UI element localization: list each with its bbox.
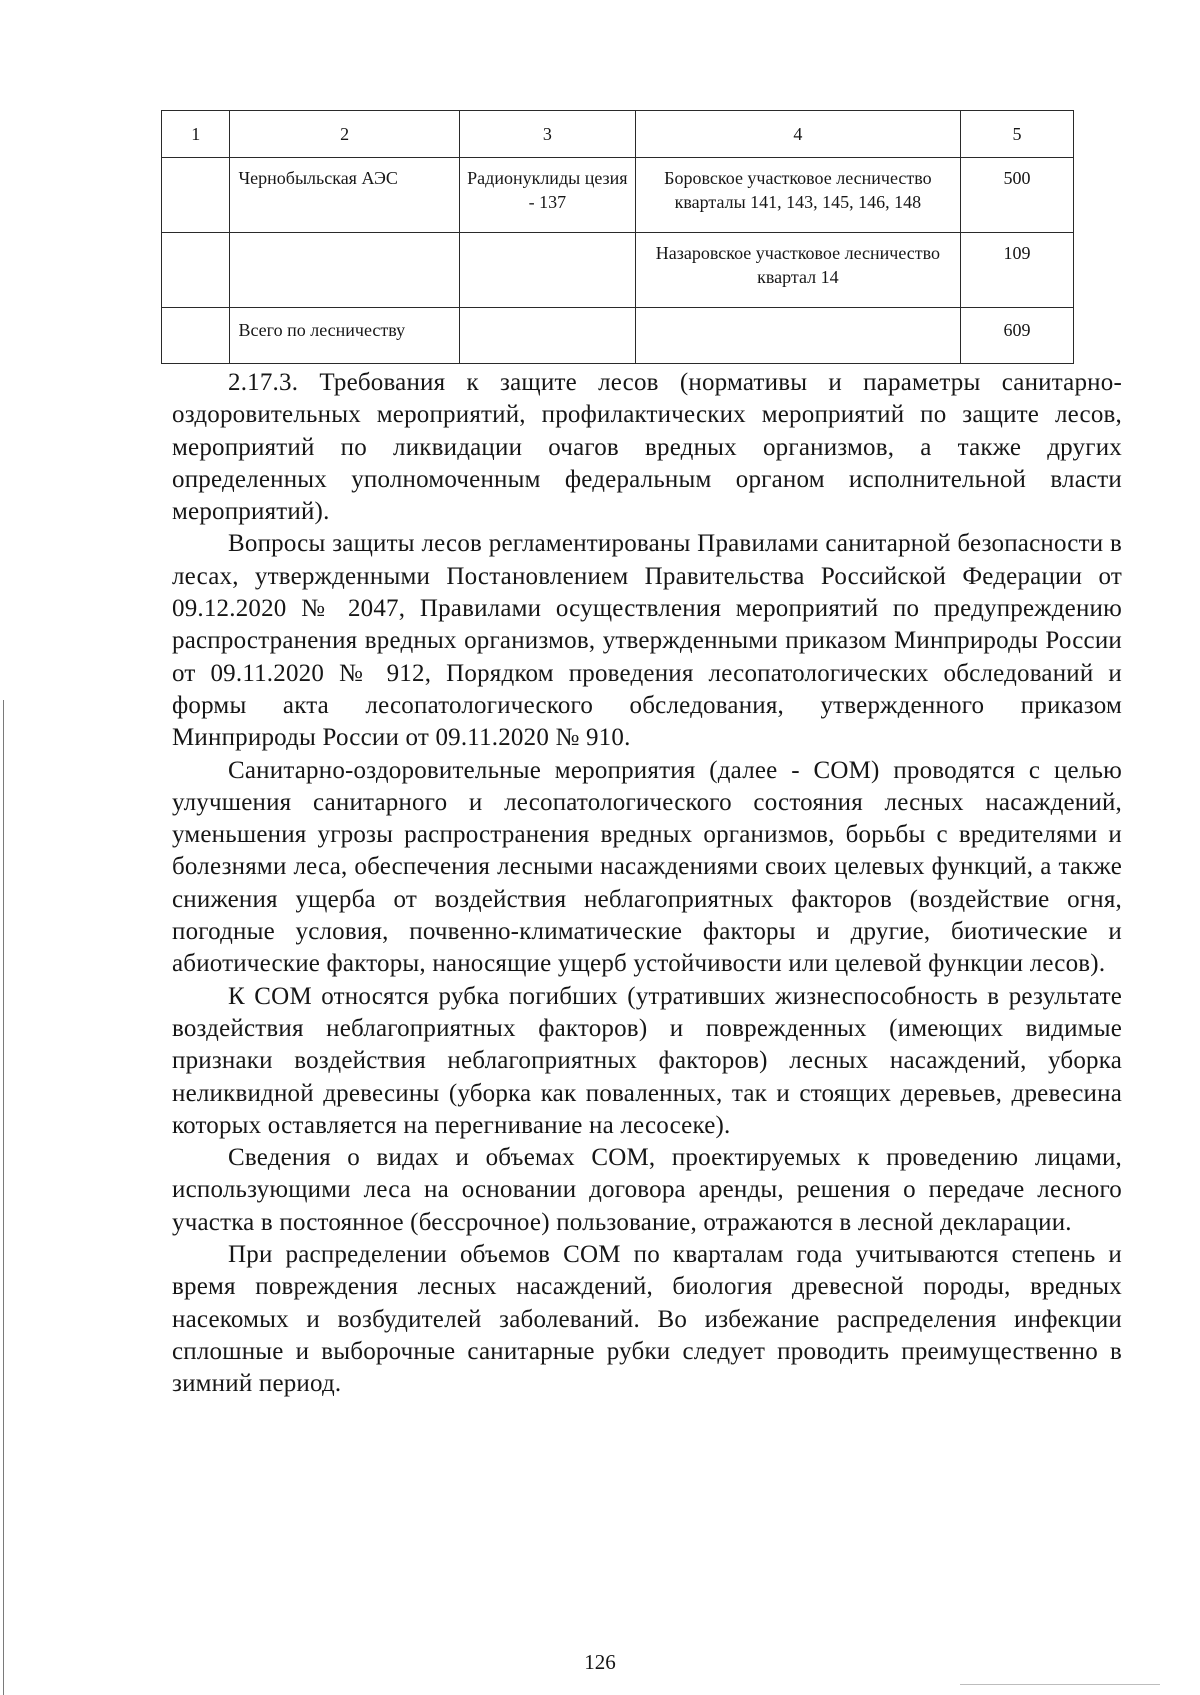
body-paragraph: При распределении объемов СОМ по кварталам года учитываются степень и время повреждения лесных насаждений, биология древесной породы, вредных насекомых и возбудителей заболеваний. Во избежание распределения инфекции сплошные и выборочные санитарные рубки следует проводить преимущественно в зимний период.	[172, 1241, 1122, 1398]
table-cell-total-area: 609	[960, 308, 1073, 364]
table-cell-location: Назаровское участковое лесничество квартал 14	[635, 233, 960, 308]
table-header-cell: 1	[162, 111, 230, 158]
table-cell-total-label: Всего по лесничеству	[230, 308, 459, 364]
table-cell-area: 109	[960, 233, 1073, 308]
scan-edge-line	[3, 700, 4, 1695]
table-header-cell: 2	[230, 111, 459, 158]
body-paragraph: Сведения о видах и объемах СОМ, проектируемых к проведению лицами, использующими леса на основании договора аренды, решения о передаче лесного участка в постоянное (бессрочное) пользование, отражаются в лесной декларации.	[172, 1144, 1122, 1236]
body-paragraph: К СОМ относятся рубка погибших (утративших жизнеспособность в результате воздействия неблагоприятных факторов) и поврежденных (имеющих видимые признаки воздействия неблагоприятных факторов) лесных насаждений, уборка неликвидной древесины (уборка как поваленных, так и стоящих деревьев, древесина которых оставляется на перегнивание на лесосеке).	[172, 982, 1122, 1139]
table-cell-contaminant: Радионуклиды цезия - 137	[459, 158, 635, 233]
table-header-row	[162, 111, 1074, 158]
page-number: 126	[584, 1650, 616, 1674]
body-paragraph: Санитарно-оздоровительные мероприятия (далее - СОМ) проводятся с целью улучшения санитарного и лесопатологического состояния лесных насаждений, уменьшения угрозы распространения вредных организмов, борьбы с вредителями и болезнями леса, обеспечения лесными насаждениями своих целевых функций, а также снижения ущерба от воздействия неблагоприятных факторов (воздействие огня, погодные условия, почвенно-климатические факторы и другие, биотические и абиотические факторы, наносящие ущерб устойчивости или целевой функции лесов).	[172, 756, 1122, 978]
table-header-cell: 4	[635, 111, 960, 158]
table-cell-source	[230, 233, 459, 308]
table-cell	[459, 308, 635, 364]
table-cell	[162, 308, 230, 364]
table-cell-location: Боровское участковое лесничество кварталы 141, 143, 145, 146, 148	[635, 158, 960, 233]
table-cell	[635, 308, 960, 364]
radiation-contamination-table	[161, 110, 1074, 364]
table-header-cell: 3	[459, 111, 635, 158]
table-cell-source: Чернобыльская АЭС	[230, 158, 459, 233]
table-row	[162, 158, 1074, 233]
table-total-row	[162, 308, 1074, 364]
table-header-cell: 5	[960, 111, 1073, 158]
table-row	[162, 233, 1074, 308]
body-paragraph: Вопросы защиты лесов регламентированы Правилами санитарной безопасности в лесах, утвержденными Постановлением Правительства Российской Федерации от 09.12.2020 № 2047, Правилами осуществления мероприятий по предупреждению распространения вредных организмов, утвержденными приказом Минприроды России от 09.11.2020 № 912, Порядком проведения лесопатологических обследований и формы акта лесопатологического обследования, утвержденного приказом Минприроды России от 09.11.2020 № 910.	[172, 530, 1122, 752]
table-cell	[162, 158, 230, 233]
section-heading-paragraph: 2.17.3. Требования к защите лесов (нормативы и параметры санитарно-оздоровительных мероприятий, профилактических мероприятий по защите лесов, мероприятий по ликвидации очагов вредных организмов, а также других определенных уполномоченным федеральным органом исполнительной власти мероприятий).	[172, 369, 1122, 526]
table-cell-contaminant	[459, 233, 635, 308]
table-cell	[162, 233, 230, 308]
body-text	[172, 367, 1122, 1401]
scan-artifact-line	[960, 1684, 1160, 1685]
table-cell-area: 500	[960, 158, 1073, 233]
